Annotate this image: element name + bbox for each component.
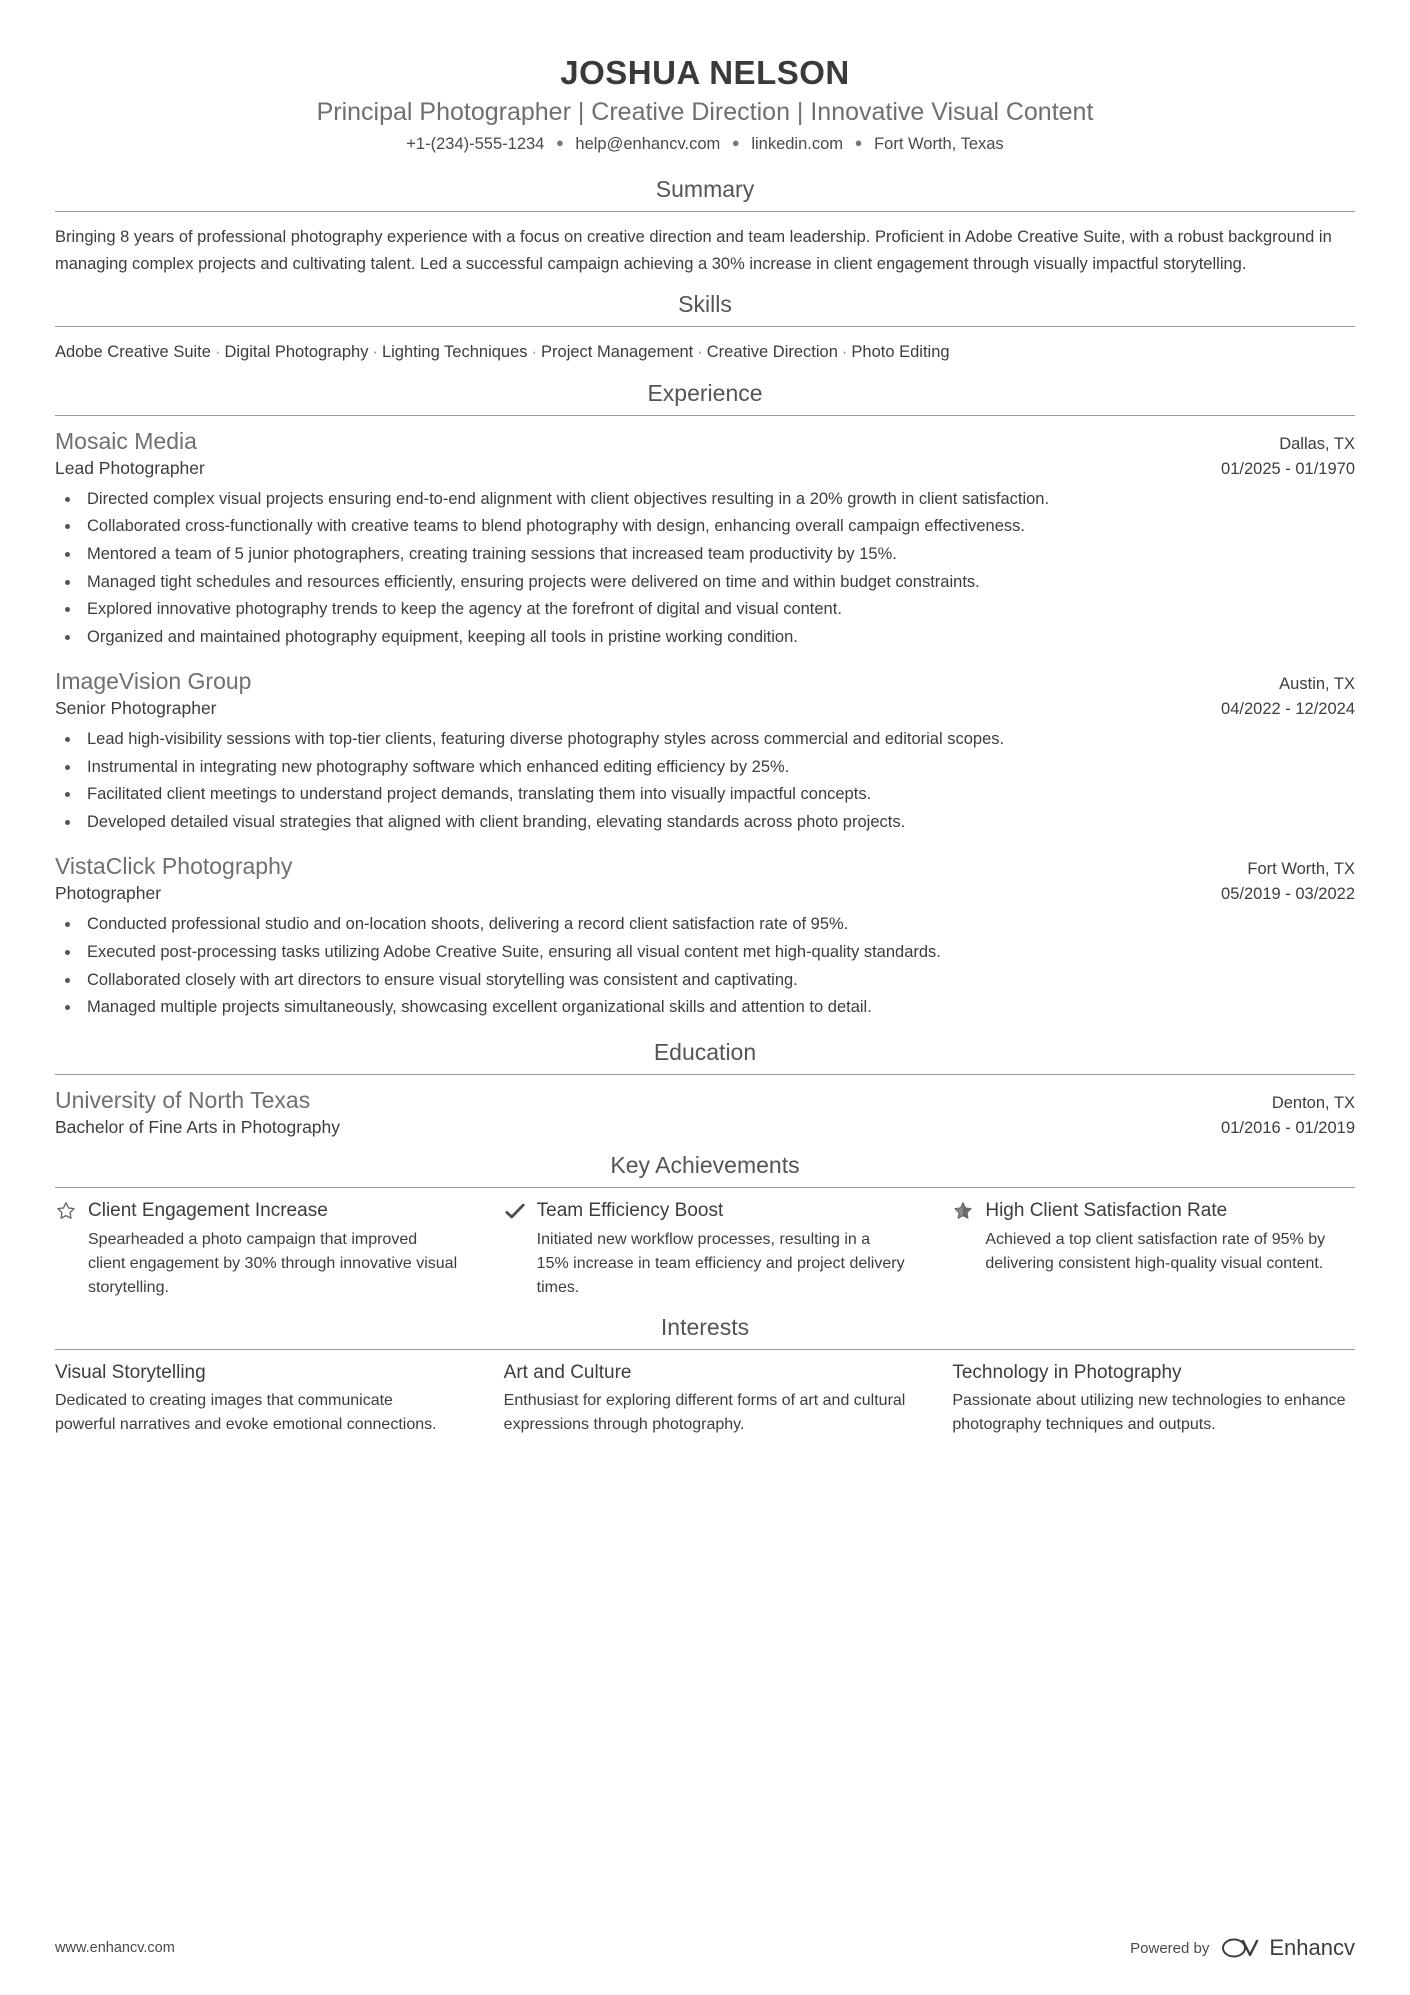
section-skills (55, 291, 1355, 365)
skill-separator: · (372, 343, 378, 362)
job-dates: 01/2025 - 01/1970 (1221, 459, 1355, 478)
skill-separator: · (697, 343, 703, 362)
resume-header (55, 54, 1355, 154)
interest-item (952, 1362, 1355, 1437)
achievement-header (504, 1200, 907, 1222)
enhancv-mark-icon (1221, 1936, 1261, 1960)
section-divider (55, 1187, 1355, 1188)
experience-entry-subheader (55, 883, 1355, 904)
education-list (55, 1087, 1355, 1138)
job-bullet: • Lead high-visibility sessions with top-tier clients, featuring diverse photography styles across commercial and editorial scopes. (81, 727, 1355, 753)
education-entry (55, 1087, 1355, 1138)
section-divider (55, 415, 1355, 416)
contact-separator-dot: ● (555, 135, 564, 150)
section-title-achievements: Key Achievements (610, 1151, 800, 1178)
experience-list (55, 428, 1355, 1021)
candidate-name: JOSHUA NELSON (560, 54, 850, 91)
job-dates: 05/2019 - 03/2022 (1221, 885, 1355, 904)
section-divider (55, 211, 1355, 212)
job-title: Lead Photographer (55, 457, 205, 478)
contact-linkedin[interactable]: linkedin.com (751, 135, 844, 153)
skill-item: Creative Direction (706, 343, 838, 362)
job-title: Senior Photographer (55, 698, 217, 719)
interest-title: Technology in Photography (952, 1361, 1182, 1383)
achievement-title: Team Efficiency Boost (536, 1199, 724, 1221)
contact-line (55, 135, 1355, 154)
skill-item: Digital Photography (224, 343, 369, 362)
interest-title: Art and Culture (503, 1361, 632, 1383)
job-location: Austin, TX (1279, 675, 1355, 694)
contact-separator-dot: ● (731, 135, 740, 150)
interest-description: Passionate about utilizing new technologies to enhance photography techniques and outputs. (952, 1391, 1346, 1433)
job-bullet-list (55, 487, 1355, 650)
achievement-header (952, 1200, 1355, 1222)
interest-title: Visual Storytelling (55, 1361, 206, 1383)
achievement-item (952, 1200, 1355, 1300)
job-bullet: • Organized and maintained photography equipment, keeping all tools in pristine working condition. (81, 625, 1355, 651)
company-name: ImageVision Group (55, 668, 252, 695)
skill-item: Project Management (541, 343, 694, 362)
experience-entry-header (55, 428, 1355, 455)
job-bullet: • Collaborated cross-functionally with creative teams to blend photography with design, enhancing overall campaign effectiveness. (81, 514, 1355, 540)
interest-item (55, 1362, 458, 1437)
school-location: Denton, TX (1271, 1093, 1355, 1112)
section-title-summary: Summary (655, 176, 755, 202)
achievement-description: Spearheaded a photo campaign that improved client engagement by 30% through innovative visual storytelling. (88, 1230, 458, 1296)
education-entry-header (55, 1087, 1355, 1114)
section-title-skills: Skills (678, 291, 732, 318)
footer-website-url[interactable]: www.enhancv.com (55, 1940, 175, 1956)
experience-entry-header (55, 668, 1355, 695)
section-title-interests: Interests (660, 1313, 750, 1340)
section-divider (55, 326, 1355, 327)
job-bullet-list (55, 912, 1355, 1020)
powered-by-label: Powered by (1130, 1939, 1210, 1957)
interest-item (504, 1362, 907, 1437)
skill-separator: · (531, 343, 538, 362)
company-name: VistaClick Photography (55, 853, 293, 880)
job-bullet: • Developed detailed visual strategies that aligned with client branding, elevating standards across photo projects. (81, 810, 1355, 836)
skill-item: Photo Editing (851, 343, 950, 362)
page-footer (55, 1935, 1355, 1961)
job-bullet: • Directed complex visual projects ensuring end-to-end alignment with client objectives resulting in a 20% growth in client satisfaction. (81, 487, 1355, 513)
experience-entry-header (55, 853, 1355, 880)
contact-separator-dot: ● (854, 135, 863, 150)
education-entry-subheader (55, 1117, 1355, 1138)
section-title-education: Education (653, 1038, 757, 1065)
achievement-item (55, 1200, 458, 1300)
section-summary (55, 176, 1355, 277)
job-dates: 04/2022 - 12/2024 (1221, 700, 1355, 719)
skill-separator: · (841, 343, 848, 362)
degree-name: Bachelor of Fine Arts in Photography (55, 1116, 341, 1137)
interests-grid (55, 1362, 1355, 1437)
experience-entry (55, 428, 1355, 650)
job-location: Fort Worth, TX (1247, 860, 1355, 879)
achievement-title: Client Engagement Increase (88, 1199, 328, 1221)
job-bullet: • Instrumental in integrating new photography software which enhanced editing efficiency by 25%. (81, 755, 1355, 781)
enhancv-wordmark: Enhancv (1269, 1935, 1355, 1960)
section-interests (55, 1314, 1355, 1437)
job-bullet: • Conducted professional studio and on-location shoots, delivering a record client satisfaction rate of 95%. (81, 912, 1355, 938)
achievement-header (55, 1200, 458, 1222)
section-title-experience: Experience (647, 379, 763, 406)
job-location: Dallas, TX (1279, 434, 1355, 453)
interest-description: Enthusiast for exploring different forms of art and cultural expressions through photography. (503, 1391, 906, 1433)
achievements-grid (55, 1200, 1355, 1300)
section-divider (55, 1074, 1355, 1075)
job-bullet: • Mentored a team of 5 junior photographers, creating training sessions that increased team productivity by 15%. (81, 542, 1355, 568)
job-bullet: • Explored innovative photography trends to keep the agency at the forefront of digital and visual content. (81, 597, 1355, 623)
skills-list (55, 339, 1355, 365)
footer-brand-group (1130, 1935, 1355, 1961)
company-name: Mosaic Media (55, 427, 197, 454)
star-filled-icon (952, 1200, 974, 1222)
skill-item: Lighting Techniques (381, 343, 528, 362)
achievement-description: Initiated new workflow processes, resulting in a 15% increase in team efficiency and project delivery times. (536, 1230, 905, 1296)
achievement-description: Achieved a top client satisfaction rate of 95% by delivering consistent high-quality visual content. (985, 1230, 1326, 1272)
achievement-item (504, 1200, 907, 1300)
job-bullet: • Facilitated client meetings to understand project demands, translating them into visually impactful concepts. (81, 782, 1355, 808)
experience-entry-subheader (55, 458, 1355, 479)
job-title: Photographer (55, 883, 162, 904)
section-divider (55, 1349, 1355, 1350)
enhancv-logo (1221, 1935, 1355, 1961)
summary-text: Bringing 8 years of professional photography experience with a focus on creative direction and team leadership. Proficient in Adobe Creative Suite, with a robust background in managing complex projects and cultivating talent. Led a successful campaign achieving a 30% increase in client engagement through visually impactful storytelling. (55, 228, 1332, 273)
experience-entry (55, 668, 1355, 835)
contact-location: Fort Worth, Texas (874, 135, 1004, 153)
job-bullet: • Managed multiple projects simultaneously, showcasing excellent organizational skills and attention to detail. (81, 995, 1355, 1021)
candidate-headline: Principal Photographer | Creative Direction | Innovative Visual Content (316, 98, 1094, 126)
job-bullet: • Executed post-processing tasks utilizing Adobe Creative Suite, ensuring all visual content met high-quality standards. (81, 940, 1355, 966)
job-bullet: • Managed tight schedules and resources efficiently, ensuring projects were delivered on time and within budget constraints. (81, 570, 1355, 596)
job-bullet: • Collaborated closely with art directors to ensure visual storytelling was consistent and captivating. (81, 968, 1355, 994)
education-dates: 01/2016 - 01/2019 (1221, 1118, 1355, 1137)
check-icon (504, 1200, 526, 1222)
section-achievements (55, 1152, 1355, 1300)
section-experience (55, 380, 1355, 1021)
contact-email[interactable]: help@enhancv.com (575, 135, 721, 153)
interest-description: Dedicated to creating images that communicate powerful narratives and evoke emotional connections. (55, 1391, 437, 1433)
skill-separator: · (214, 343, 221, 362)
star-outline-icon (55, 1200, 77, 1222)
achievement-title: High Client Satisfaction Rate (985, 1199, 1228, 1221)
section-education (55, 1039, 1355, 1138)
skill-item: Adobe Creative Suite (55, 343, 211, 362)
contact-phone: +1-(234)-555-1234 (406, 135, 545, 153)
experience-entry-subheader (55, 698, 1355, 719)
experience-entry (55, 853, 1355, 1020)
school-name: University of North Texas (55, 1086, 311, 1113)
job-bullet-list (55, 727, 1355, 835)
